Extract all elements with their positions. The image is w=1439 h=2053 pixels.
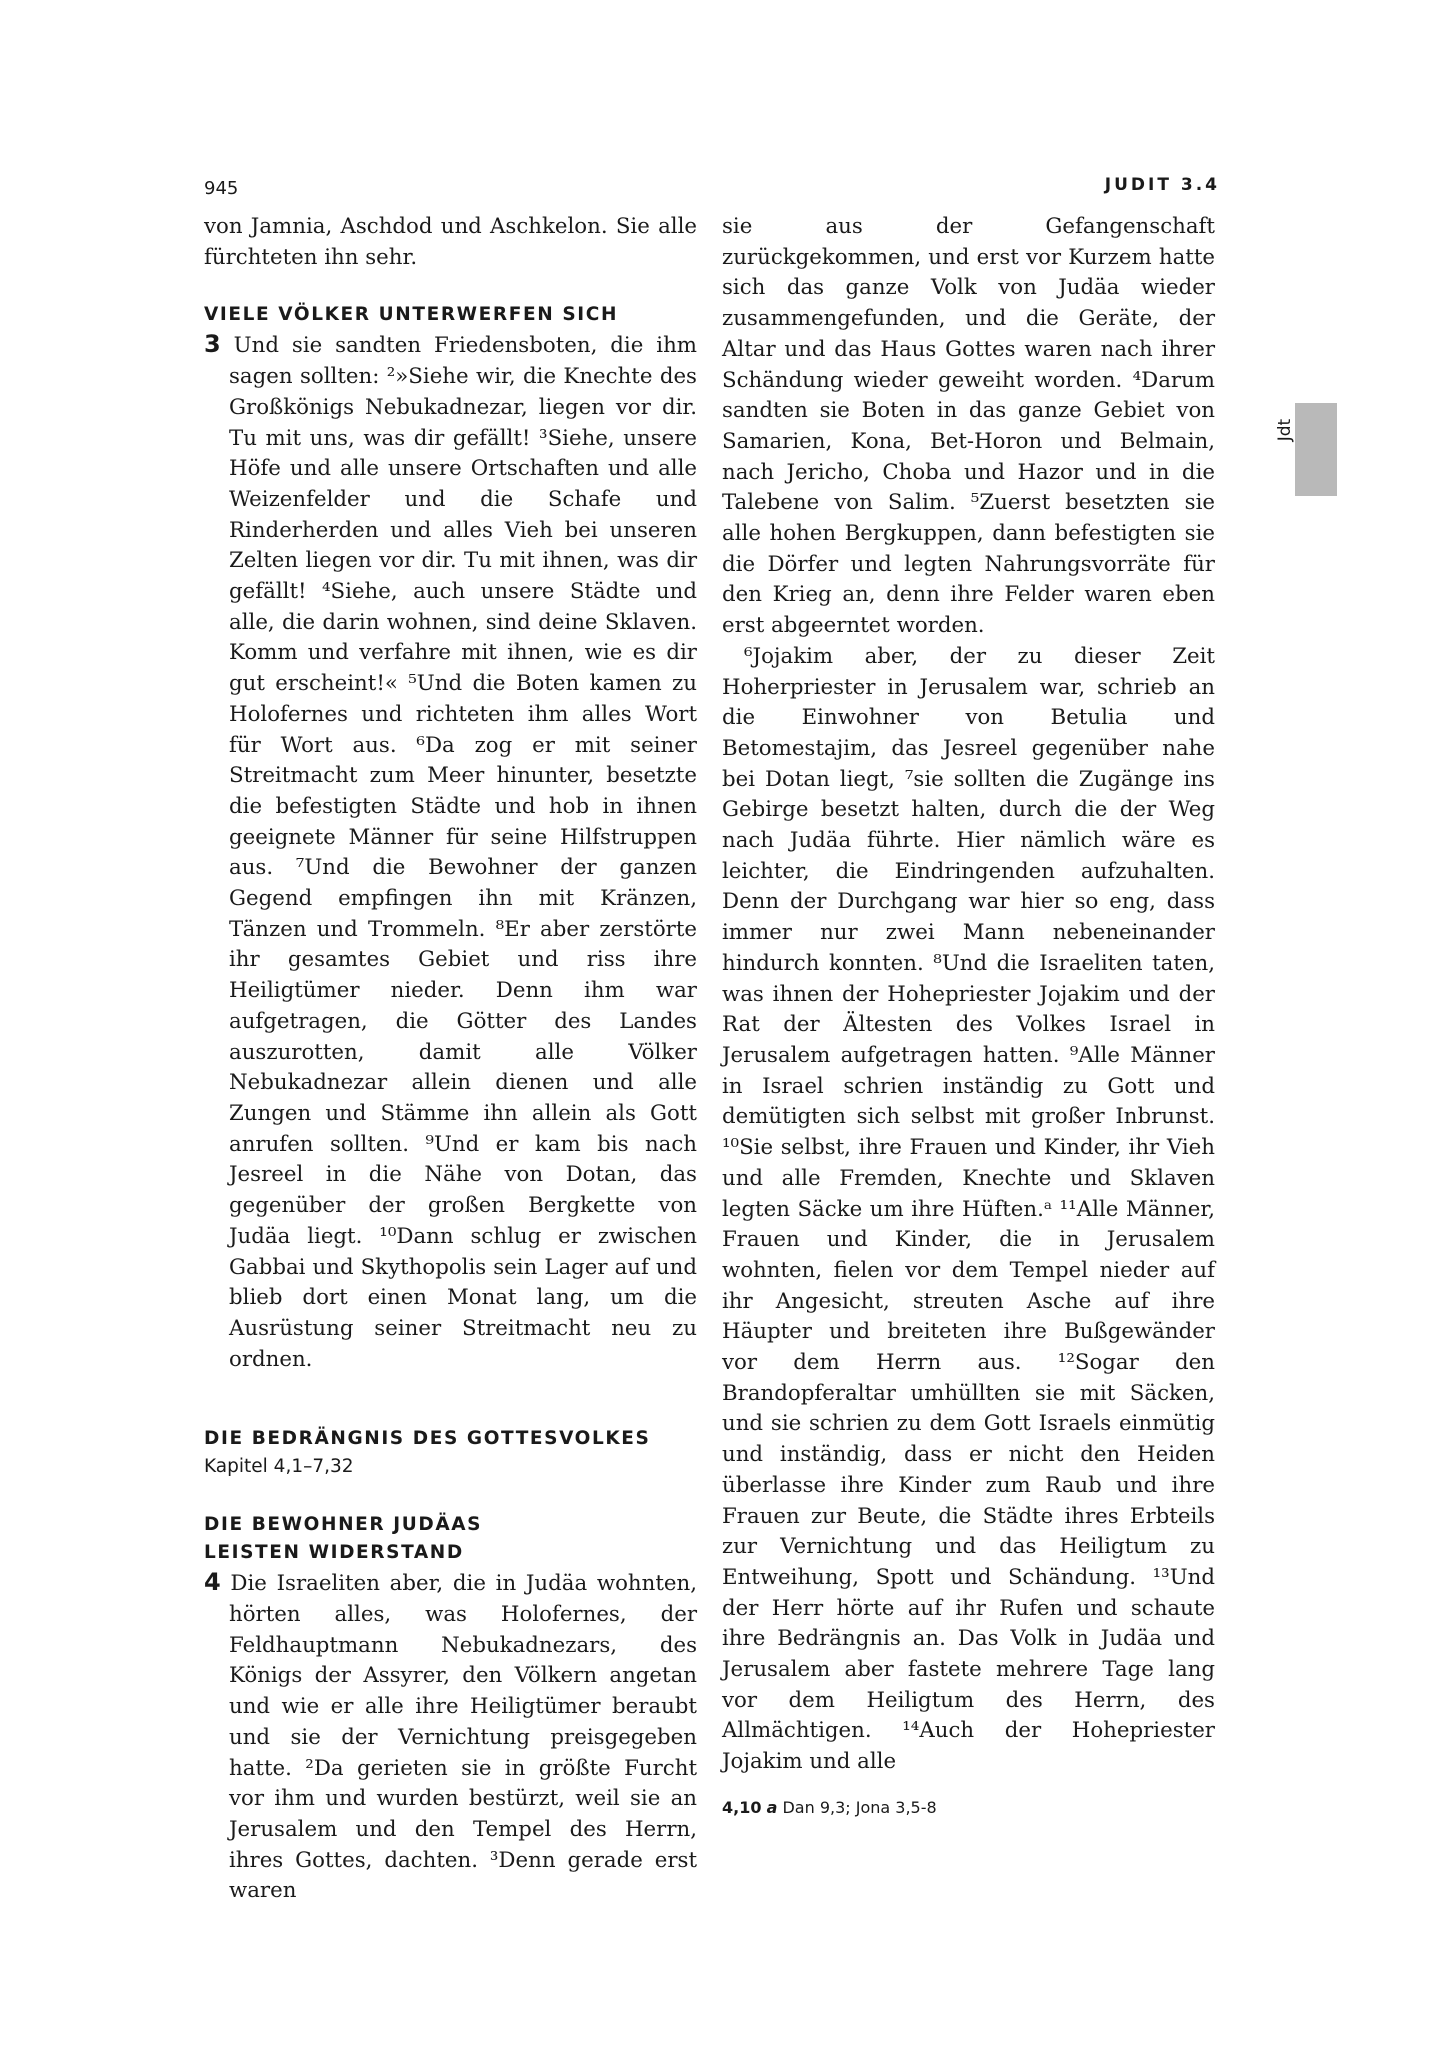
footnote-text: Dan 9,3; Jona 3,5-8: [782, 1798, 937, 1817]
footnote: [722, 1798, 937, 1817]
thumb-tab: [1295, 403, 1337, 496]
footnote-reference: 4,10: [722, 1798, 762, 1817]
right-column: [722, 212, 1215, 1778]
section-heading-bewohner-judaeas: DIE BEWOHNER JUDÄAS: [204, 1514, 483, 1536]
chapter-number-4: 4: [204, 1568, 221, 1597]
right-paragraph-2: ⁶Jojakim aber, der zu dieser Zeit Hoherpriester in Jerusalem war, schrieb an die Einwohner von Betulia und Betomestajim, das Jesreel gegenüber nahe bei Dotan liegt, ⁷sie sollten die Zugänge ins Gebirge besetzt halten, durch die der Weg nach Judäa führte. Hier nämlich wäre es leichter, die Eindringenden aufzuhalten. Denn der Durchgang war hier so eng, dass immer nur zwei Mann nebeneinander hindurch konnten. ⁸Und die Israeliten taten, was ihnen der Hohepriester Jojakim und der Rat der Ältesten des Volkes Israel in Jerusalem aufgetragen hatten. ⁹Alle Männer in Israel schrien inständig zu Gott und demütigten sich selbst mit großer Inbrunst. ¹⁰Sie selbst, ihre Frauen und Kinder, ihr Vieh und alle Fremden, Knechte und Sklaven legten Säcke um ihre Hüften.ᵃ ¹¹Alle Männer, Frauen und Kinder, die in Jerusalem wohnten, fielen vor dem Tempel nieder auf ihr Angesicht, streuten Asche auf ihre Häupter und breiteten ihre Bußgewänder vor dem Herrn aus. ¹²Sogar den Brandopferaltar umhüllten sie mit Säcken, und sie schrien zu dem Gott Israels einmütig und inständig, dass er nicht den Heiden überlasse ihre Kinder zum Raub und ihre Frauen zur Beute, die Städte ihres Erbteils zur Vernichtung und das Heiligtum zu Entweihung, Spott und Schändung. ¹³Und der Herr hörte auf ihr Rufen und schaute ihre Bedrängnis an. Das Volk in Judäa und Jerusalem aber fastete mehrere Tage lang vor dem Heiligtum des Herrn, des Allmächtigen. ¹⁴Auch der Hohepriester Jojakim und alle: [722, 643, 1215, 1775]
chapter-number-3: 3: [204, 330, 221, 359]
left-column: [204, 212, 697, 1907]
thumb-tab-label: Jdt: [1275, 418, 1295, 442]
left-paragraph-continued: von Jamnia, Aschdod und Aschkelon. Sie alle fürchteten ihn sehr.: [204, 214, 697, 270]
footnote-letter: a: [766, 1798, 778, 1817]
chapter-4-paragraph: [204, 1567, 697, 1907]
page-number: 945: [204, 178, 239, 199]
part-heading-bedraengnis: DIE BEDRÄNGNIS DES GOTTESVOLKES: [204, 1428, 651, 1450]
section-heading-widerstand: LEISTEN WIDERSTAND: [204, 1542, 464, 1564]
running-head: JUDIT 3.4: [1104, 175, 1220, 195]
right-paragraph-1: sie aus der Gefangenschaft zurückgekommen, und erst vor Kurzem hatte sich das ganze Volk von Judäa wieder zusammengefunden, und die Geräte, der Altar und das Haus Gottes waren nach ihrer Schändung wieder geweiht worden. ⁴Darum sandten sie Boten in das ganze Gebiet von Samarien, Kona, Bet-Horon und Belmain, nach Jericho, Choba und Hazor und in die Talebene von Salim. ⁵Zuerst besetzten sie alle hohen Bergkuppen, dann befestigten sie die Dörfer und legten Nahrungsvorräte für den Krieg an, denn ihre Felder waren eben erst abgeerntet worden.: [722, 214, 1215, 639]
part-subheading-chapters: Kapitel 4,1–7,32: [204, 1456, 354, 1478]
section-heading-viele-voelker: VIELE VÖLKER UNTERWERFEN SICH: [204, 304, 619, 326]
chapter-3-paragraph: [204, 329, 697, 1375]
chapter-3-text: Und sie sandten Friedensboten, die ihm sagen sollten: ²»Siehe wir, die Knechte des Großkönigs Nebukadnezar, liegen vor dir. Tu mit uns, was dir gefällt! ³Siehe, unsere Höfe und alle unsere Ortschaften und alle Weizenfelder und die Schafe und Rinderherden und alles Vieh bei unseren Zelten liegen vor dir. Tu mit ihnen, was dir gefällt! ⁴Siehe, auch unsere Städte und alle, die darin wohnen, sind deine Sklaven. Komm und verfahre mit ihnen, wie es dir gut erscheint!« ⁵Und die Boten kamen zu Holofernes und richteten ihm alles Wort für Wort aus. ⁶Da zog er mit seiner Streitmacht zum Meer hinunter, besetzte die befestigten Städte und hob in ihnen geeignete Männer für seine Hilfstruppen aus. ⁷Und die Bewohner der ganzen Gegend empfingen ihn mit Kränzen, Tänzen und Trommeln. ⁸Er aber zerstörte ihr gesamtes Gebiet und riss ihre Heiligtümer nieder. Denn ihm war aufgetragen, die Götter des Landes auszurotten, damit alle Völker Nebukadnezar allein dienen und alle Zungen und Stämme ihn allein als Gott anrufen sollten. ⁹Und er kam bis nach Jesreel in die Nähe von Dotan, das gegenüber der großen Bergkette von Judäa liegt. ¹⁰Dann schlug er zwischen Gabbai und Skythopolis sein Lager auf und blieb dort einen Monat lang, um die Ausrüstung seiner Streitmacht neu zu ordnen.: [229, 333, 697, 1372]
chapter-4-text: Die Israeliten aber, die in Judäa wohnten, hörten alles, was Holofernes, der Feldhauptmann Nebukadnezars, des Königs der Assyrer, den Völkern angetan und wie er alle ihre Heiligtümer beraubt und sie der Vernichtung preisgegeben hatte. ²Da gerieten sie in größte Furcht vor ihm und wurden bestürzt, weil sie an Jerusalem und den Tempel des Herrn, ihres Gottes, dachten. ³Denn gerade erst waren: [229, 1571, 697, 1904]
